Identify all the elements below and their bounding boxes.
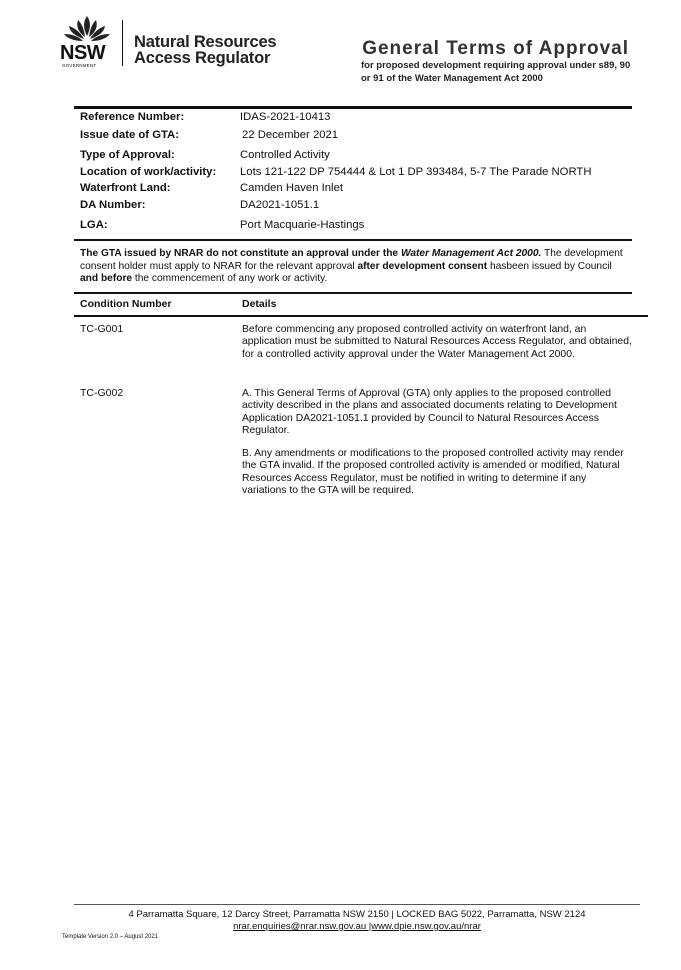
location-value: Lots 121-122 DP 754444 & Lot 1 DP 393484, 5-7 The Parade NORTH [240, 166, 592, 178]
footer [74, 909, 640, 933]
issue-date-value: 22 December 2021 [242, 129, 339, 141]
lga-value: Port Macquarie-Hastings [240, 219, 365, 231]
lga-label: LGA: [80, 219, 108, 231]
condition-number-header: Condition Number [80, 298, 172, 310]
notice-text-3: hasbeen issued by Council [487, 260, 612, 272]
reference-value: IDAS-2021-10413 [240, 111, 331, 123]
table-top-rule [74, 292, 632, 294]
notice-text-4: the commencement of any work or activity. [132, 273, 328, 284]
logo-divider [122, 20, 123, 66]
logo-subtext: GOVERNMENT [62, 63, 97, 68]
waratah-logo-icon [58, 14, 116, 44]
agency-line-2: Access Regulator [134, 49, 271, 67]
approval-type-label: Type of Approval: [80, 149, 175, 161]
document-title: General Terms of Approval [362, 38, 629, 59]
agency-line-1: Natural Resources [134, 33, 277, 51]
location-label: Location of work/activity: [80, 166, 217, 178]
notice-after-consent: after development consent [357, 260, 488, 272]
condition-details: Before commencing any proposed controlled activity on waterfront land, an application must be submitted to Natural Resources Access Regulator, and obtained, for a controlled activity approval under the Water Management Act 2000. [242, 324, 632, 360]
waterfront-value: Camden Haven Inlet [240, 182, 343, 194]
notice-and-before: and before [80, 273, 133, 284]
waterfront-label: Waterfront Land: [80, 182, 171, 194]
approval-notice [80, 248, 625, 286]
reference-label: Reference Number: [80, 111, 185, 123]
approval-type-value: Controlled Activity [240, 149, 330, 161]
footer-links[interactable]: nrar.enquiries@nrar.nsw.gov.au |www.dpie.nsw.gov.au/nrar [233, 921, 481, 932]
da-number-label: DA Number: [80, 199, 146, 211]
details-header: Details [242, 298, 277, 310]
details-bottom-rule [74, 239, 632, 241]
logo-wordmark: NSW [60, 42, 106, 64]
notice-act-name: Water Management Act 2000. [400, 248, 542, 259]
details-top-rule [74, 106, 632, 109]
notice-text-2: The development consent holder must apply to NRAR for the relevant approval [80, 248, 623, 272]
condition-details: B. Any amendments or modifications to the proposed controlled activity may render the GTA invalid. If the proposed controlled activity is amended or modified, Natural Resources Access Regulator, must be notified in writing to determine if any variations to the GTA will be required. [242, 448, 624, 496]
document-subtitle: for proposed development requiring approval under s89, 90 or 91 of the Water Management Act 2000 [361, 60, 631, 84]
footer-address: 4 Parramatta Square, 12 Darcy Street, Parramatta NSW 2150 | LOCKED BAG 5022, Parramatta, NSW 2124 [128, 909, 586, 920]
notice-text-1: The GTA issued by NRAR do not constitute an approval under the [80, 248, 401, 259]
agency-name [134, 34, 276, 66]
da-number-value: DA2021-1051.1 [240, 199, 320, 211]
condition-number: TC-G001 [80, 323, 124, 335]
issue-date-label: Issue date of GTA: [80, 129, 179, 141]
footer-rule [74, 904, 640, 905]
table-header-rule [74, 315, 648, 317]
condition-details: A. This General Terms of Approval (GTA) only applies to the proposed controlled activity described in the plans and associated documents relating to Development Application DA2021-1051.1 provided by Council to Natural Resources Access Regulator. [242, 388, 617, 436]
condition-number: TC-G002 [80, 387, 124, 399]
template-version: Template Version 2.0 – August 2021 [62, 934, 159, 940]
